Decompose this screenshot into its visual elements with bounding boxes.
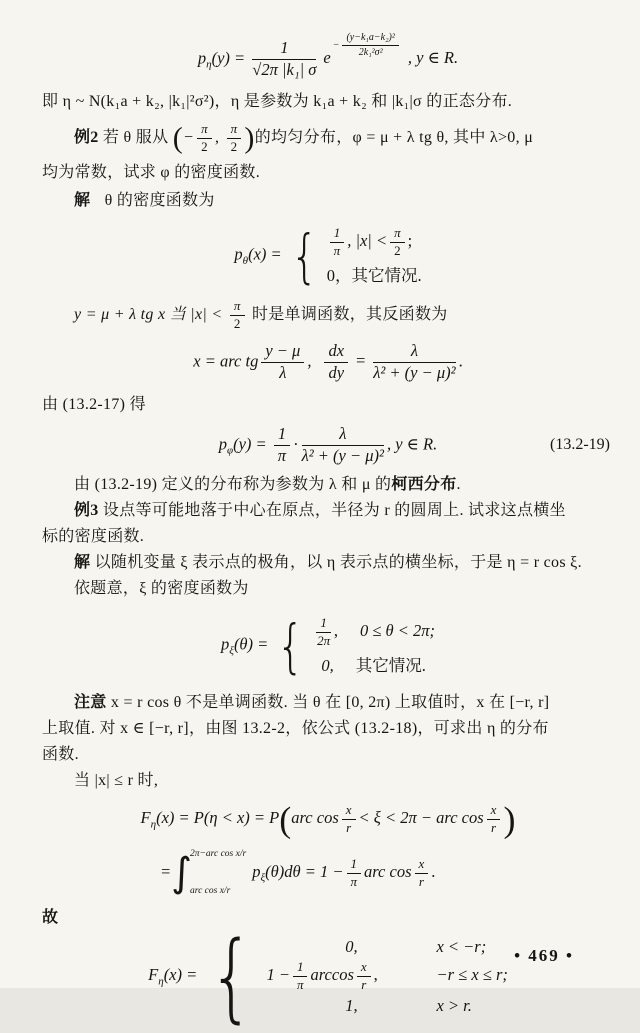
fraction xyxy=(227,122,242,155)
numerator: (y−k₁a−k₂)² xyxy=(342,32,398,46)
integral-icon: ∫ xyxy=(171,850,192,897)
para-example3 xyxy=(42,499,614,523)
label-solution: 解 xyxy=(74,554,91,572)
minus-sign: − xyxy=(332,39,340,51)
formula-inverse-function xyxy=(42,342,614,383)
comma: , xyxy=(214,129,220,147)
para-example3-cont: 标的密度函数. xyxy=(42,528,145,546)
math-subscript: φ xyxy=(227,444,234,457)
text: θ 的密度函数为 xyxy=(104,191,215,209)
para-therefore: 故 xyxy=(42,909,59,927)
math-var: F xyxy=(140,808,151,828)
text: 的均匀分布，φ = μ + λ tg θ, 其中 λ>0, μ xyxy=(254,129,534,147)
fraction xyxy=(342,32,398,58)
term-cauchy: 柯西分布 xyxy=(391,476,457,494)
denominator: √2π |k₁| σ xyxy=(252,60,317,80)
math-text: arccos xyxy=(310,965,354,985)
cases-body xyxy=(266,934,507,1019)
denominator: λ² + (y − μ)² xyxy=(301,445,384,465)
equals-sign: = xyxy=(160,862,172,882)
case-value xyxy=(266,960,436,993)
denominator: dy xyxy=(328,362,345,382)
numerator: dx xyxy=(324,342,348,363)
fraction xyxy=(342,803,356,836)
comma: , xyxy=(333,621,338,641)
numerator: x xyxy=(342,803,356,820)
case-row xyxy=(313,652,435,676)
math-var: p xyxy=(234,244,243,264)
math-text: x = arc tg xyxy=(193,350,259,370)
numerator: 1 xyxy=(293,960,308,977)
fraction xyxy=(373,342,455,383)
math-text: ; xyxy=(407,231,413,251)
text: x = r cos θ 不是单调函数. 当 θ 在 [0, 2π) 上取值时，x 在 [−r, r] xyxy=(110,694,550,712)
math-text: (θ) = xyxy=(233,635,273,655)
math-subscript: η xyxy=(150,818,157,831)
text: 其它情况. xyxy=(355,656,426,676)
math-var: p xyxy=(197,48,207,68)
equals-sign: = xyxy=(355,350,367,370)
case-row xyxy=(313,616,435,649)
fraction xyxy=(230,299,245,332)
fraction xyxy=(324,342,348,383)
para-monotone xyxy=(42,299,614,332)
case-condition: −r ≤ x ≤ r; xyxy=(436,965,508,985)
period: . xyxy=(431,862,436,882)
fraction xyxy=(302,425,384,466)
close-paren: ) xyxy=(503,799,516,840)
denominator: λ² + (y − μ)² xyxy=(373,362,456,382)
numerator: x xyxy=(357,960,371,977)
label-note: 注意 xyxy=(74,694,107,712)
text: 若 θ 服从 xyxy=(102,129,169,147)
para-solution3 xyxy=(42,551,614,575)
denominator: π xyxy=(333,242,341,258)
numerator: x xyxy=(487,803,501,820)
numerator: 1 xyxy=(252,39,316,60)
fraction xyxy=(274,425,290,466)
numerator: λ xyxy=(373,342,455,363)
para-by-assumption: 依题意，ξ 的密度函数为 xyxy=(74,580,249,598)
denominator: r xyxy=(361,977,367,993)
denominator: 2 xyxy=(394,242,401,258)
math-subscript: θ xyxy=(242,254,249,267)
euler-e: e xyxy=(323,48,331,68)
math-text: (θ)dθ = 1 − xyxy=(265,862,344,882)
formula-integral xyxy=(42,850,614,896)
numerator: y − μ xyxy=(261,342,304,363)
minus-sign: − xyxy=(183,129,195,147)
formula-theta-density: $p_\theta(x)$ = { $\frac{1}{\pi}$ , |x| < $\frac{\pi}{2}$ ; 0，其它情况. xyxy=(234,221,422,290)
math-text: (y) = xyxy=(211,48,250,68)
math-text: 0, xyxy=(321,656,334,676)
text: 以随机变量 ξ 表示点的极角，以 η 表示点的横坐标，于是 η = r cos ξ. xyxy=(94,554,582,572)
fraction xyxy=(293,960,308,993)
case-value: 0, xyxy=(345,937,358,957)
fraction xyxy=(197,122,212,155)
math-subscript: ξ xyxy=(260,872,266,885)
case-row xyxy=(327,226,422,259)
integral-limits xyxy=(190,850,246,896)
label-example3: 例3 xyxy=(74,502,99,520)
para-solution2 xyxy=(42,189,614,213)
formula-cauchy-density xyxy=(42,425,614,466)
numerator: π xyxy=(227,122,242,139)
fraction xyxy=(252,39,316,80)
upper-limit: 2π−arc cos x/r xyxy=(189,849,247,860)
text: 时是单调函数，其反函数为 xyxy=(251,305,448,323)
comma: , xyxy=(307,350,312,370)
para-by-formula: 由 (13.2-17) 得 xyxy=(42,395,146,413)
math-text: , |x| < xyxy=(347,231,388,251)
fraction xyxy=(390,226,405,259)
math-subscript: η xyxy=(206,58,212,71)
case-row xyxy=(266,937,507,957)
math-text: , y ∈ R. xyxy=(407,48,459,68)
math-text: < ξ < 2π − arc cos xyxy=(358,808,484,828)
open-paren: ( xyxy=(279,799,292,840)
math-text: 0 ≤ θ < 2π; xyxy=(359,621,436,641)
period: . xyxy=(456,476,461,494)
cases-body xyxy=(327,223,422,289)
formula-xi-density: $p_\xi(\theta)$ = { $\frac{1}{2\pi}$ , 0 ≤ θ < 2π; 0, 其它情况. xyxy=(220,612,436,681)
formula-distribution-cases: $F_\eta(x)$ = { 0, x < −r; 1 − $\frac{1}{\pi}$ arccos $\frac{x}{r}$ , −r ≤ x ≤ r; 1, x > r. xyxy=(148,920,508,1033)
exponent xyxy=(333,32,402,58)
fraction xyxy=(316,616,331,649)
math-var: p xyxy=(252,862,261,882)
denominator: 2k₁²σ² xyxy=(358,46,383,58)
denominator: r xyxy=(346,820,352,836)
case-row xyxy=(266,996,507,1016)
formula-normal-density xyxy=(42,32,614,80)
numerator: π xyxy=(230,299,245,316)
math-var: p xyxy=(220,635,230,655)
formula-distribution-probability xyxy=(42,799,614,840)
math-var: p xyxy=(218,433,228,453)
numerator: π xyxy=(197,122,212,139)
math-text: y = μ + λ tg x 当 |x| < xyxy=(74,305,223,323)
page-number: • 469 • xyxy=(514,946,574,965)
text: 由 (13.2-19) 定义的分布称为参数为 λ 和 μ 的 xyxy=(74,476,392,494)
denominator: 2 xyxy=(201,138,208,154)
math-text: 0，其它情况. xyxy=(326,265,422,285)
numerator: 1 xyxy=(274,425,290,446)
denominator: r xyxy=(491,820,497,836)
denominator: π xyxy=(296,977,304,993)
math-text: (y) = xyxy=(233,433,271,453)
denominator: π xyxy=(350,873,357,889)
label-solution: 解 xyxy=(74,191,91,209)
fraction xyxy=(330,226,345,259)
case-value: 1, xyxy=(345,996,358,1016)
dot-operator: · xyxy=(293,433,299,453)
math-text: (x) = xyxy=(248,244,286,264)
fraction xyxy=(487,803,501,836)
period: . xyxy=(458,350,463,370)
para-note-cont2: 函数. xyxy=(42,746,79,764)
para-normal-conclusion: 即 η ~ N(k₁a + k₂, |k₁|²σ²)，η 是参数为 k₁a + k₂ 和 |k₁|σ 的正态分布. xyxy=(42,92,513,110)
numerator: π xyxy=(390,226,405,243)
denominator: 2 xyxy=(233,315,241,331)
denominator: 2 xyxy=(230,138,238,154)
para-example2 xyxy=(42,122,614,155)
equation-number: (13.2-19) xyxy=(550,436,610,454)
math-text: arc cos xyxy=(364,862,412,882)
text: 设点等可能地落于中心在原点，半径为 r 的圆周上. 试求这点横坐 xyxy=(102,502,566,520)
cases-body xyxy=(313,613,435,679)
fraction xyxy=(357,960,371,993)
case-row xyxy=(327,262,422,286)
para-note xyxy=(42,691,614,715)
denominator: r xyxy=(418,873,424,889)
math-subscript: η xyxy=(158,975,164,988)
fraction xyxy=(347,857,362,890)
math-text: arc cos xyxy=(291,808,339,828)
label-example2: 例2 xyxy=(74,129,99,147)
numerator: 1 xyxy=(347,857,362,874)
numerator: x xyxy=(415,857,429,874)
math-text: , y ∈ R. xyxy=(386,433,438,453)
para-example2-cont: 均为常数，试求 φ 的密度函数. xyxy=(42,163,261,181)
comma: , xyxy=(373,965,378,985)
denominator: π xyxy=(277,445,287,465)
numerator: 1 xyxy=(316,616,331,633)
math-text: 1 − xyxy=(266,965,290,985)
lower-limit: arc cos x/r xyxy=(189,885,231,896)
denominator: λ xyxy=(279,362,287,382)
para-cauchy-name xyxy=(42,473,614,497)
para-case-condition: 当 |x| ≤ r 时, xyxy=(74,772,159,790)
open-paren: ( xyxy=(172,121,183,155)
numerator: λ xyxy=(302,425,384,446)
math-text: (x) = xyxy=(163,965,202,985)
para-note-cont1: 上取值. 对 x ∈ [−r, r]，由图 13.2-2，依公式 (13.2-18)，可求出 η 的分布 xyxy=(42,720,549,738)
math-text: (x) = P(η < x) = P xyxy=(156,808,280,828)
fraction xyxy=(261,342,304,383)
case-condition: x > r. xyxy=(436,996,472,1016)
fraction xyxy=(415,857,429,890)
math-var: F xyxy=(148,965,159,985)
math-subscript: ξ xyxy=(229,645,234,658)
close-paren: ) xyxy=(244,121,255,155)
denominator: 2π xyxy=(317,633,331,649)
case-row xyxy=(266,960,507,993)
numerator: 1 xyxy=(330,226,345,243)
case-condition: x < −r; xyxy=(436,937,487,957)
